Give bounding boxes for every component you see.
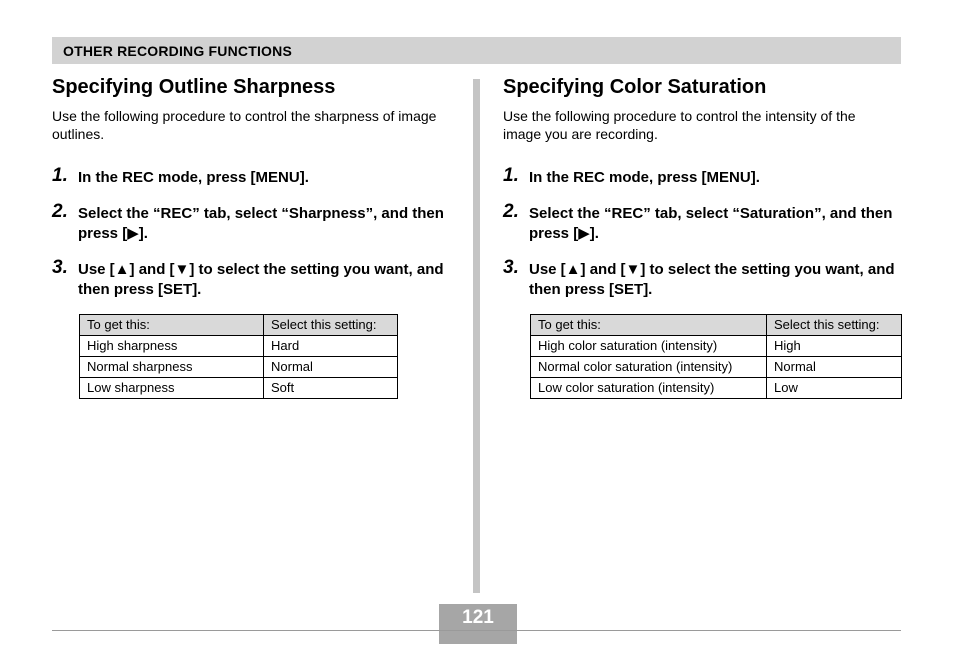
saturation-settings-table xyxy=(530,314,902,399)
table-cell: Normal sharpness xyxy=(80,357,264,378)
table-cell: Hard xyxy=(264,336,398,357)
section-title: Specifying Color Saturation xyxy=(503,76,767,98)
section-header-bar xyxy=(52,37,901,64)
table-cell: Normal xyxy=(264,357,398,378)
step-text: Use [▲] and [▼] to select the setting you want, and then press [SET]. xyxy=(529,261,895,298)
step-text: In the REC mode, press [MENU]. xyxy=(529,169,760,186)
intro-text: Use the following procedure to control the sharpness of image outlines. xyxy=(52,108,437,142)
table-row xyxy=(80,378,398,399)
column-divider xyxy=(473,79,480,593)
table-row xyxy=(80,357,398,378)
step-number: 3. xyxy=(52,257,68,278)
table-header-cell: To get this: xyxy=(80,315,264,336)
table-row xyxy=(531,357,902,378)
intro-text: Use the following procedure to control the intensity of the image you are recording. xyxy=(503,108,856,142)
table-cell: High xyxy=(767,336,902,357)
table-cell: Low sharpness xyxy=(80,378,264,399)
step-text: Select the “REC” tab, select “Sharpness”, and then press [▶]. xyxy=(78,205,444,242)
step-number: 2. xyxy=(503,201,519,222)
table-cell: High color saturation (intensity) xyxy=(531,336,767,357)
step-text: Select the “REC” tab, select “Saturation”, and then press [▶]. xyxy=(529,205,893,242)
section-title: Specifying Outline Sharpness xyxy=(52,76,336,98)
table-cell: High sharpness xyxy=(80,336,264,357)
page-number-tab-lower xyxy=(439,631,517,644)
table-cell: Soft xyxy=(264,378,398,399)
table-cell: Normal xyxy=(767,357,902,378)
section-header-title: OTHER RECORDING FUNCTIONS xyxy=(63,43,292,59)
table-header-cell: Select this setting: xyxy=(767,315,902,336)
table-cell: Low color saturation (intensity) xyxy=(531,378,767,399)
table-header-row xyxy=(531,315,902,336)
step-number: 1. xyxy=(52,165,68,186)
sharpness-settings-table xyxy=(79,314,398,399)
step-text: In the REC mode, press [MENU]. xyxy=(78,169,309,186)
table-header-row xyxy=(80,315,398,336)
table-cell: Low xyxy=(767,378,902,399)
page-number-tab xyxy=(439,604,517,644)
table-row xyxy=(531,378,902,399)
step-number: 2. xyxy=(52,201,68,222)
step-number: 1. xyxy=(503,165,519,186)
step-number: 3. xyxy=(503,257,519,278)
table-header-cell: To get this: xyxy=(531,315,767,336)
table-row xyxy=(80,336,398,357)
table-header-cell: Select this setting: xyxy=(264,315,398,336)
table-row xyxy=(531,336,902,357)
step-text: Use [▲] and [▼] to select the setting you want, and then press [SET]. xyxy=(78,261,444,298)
table-cell: Normal color saturation (intensity) xyxy=(531,357,767,378)
page-number: 121 xyxy=(462,607,494,628)
